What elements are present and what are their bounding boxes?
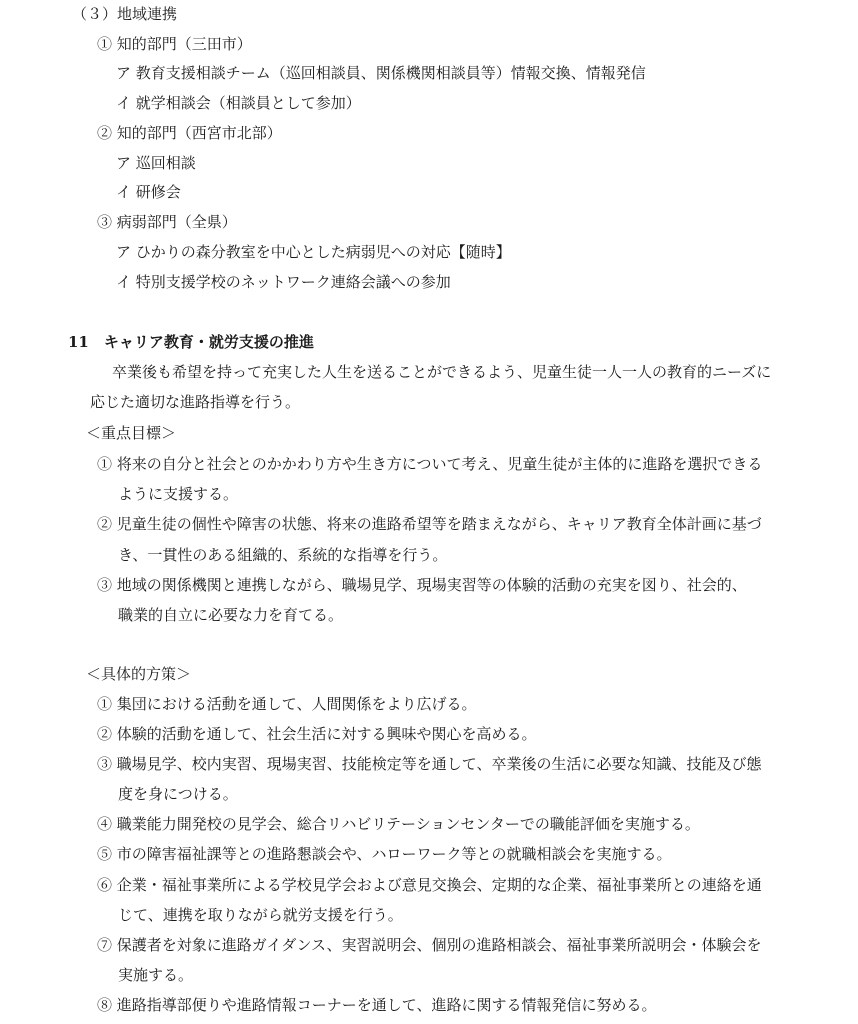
measure-6-line-1: ⑥ 企業・福祉事業所による学校見学会および意見交換会、定期的な企業、福祉事業所との連絡を通 xyxy=(97,876,762,894)
measure-6-line-2: じて、連携を取りながら就労支援を行う。 xyxy=(118,906,403,924)
section3-item-3-sub-a: ア ひかりの森分教室を中心とした病弱児への対応【随時】 xyxy=(116,243,511,261)
goal-3-line-2: 職業的自立に必要な力を育てる。 xyxy=(118,606,344,624)
goal-3-line-1: ③ 地域の関係機関と連携しながら、職場見学、現場実習等の体験的活動の充実を図り、社会的、 xyxy=(97,576,747,594)
measure-1: ① 集団における活動を通して、人間関係をより広げる。 xyxy=(97,695,477,713)
goal-1-line-1: ① 将来の自分と社会とのかかわり方や生き方について考え、児童生徒が主体的に進路を選択できる xyxy=(97,455,763,473)
measure-3-line-1: ③ 職場見学、校内実習、現場実習、技能検定等を通して、卒業後の生活に必要な知識、技能及び態 xyxy=(97,755,762,773)
measure-7-line-1: ⑦ 保護者を対象に進路ガイダンス、実習説明会、個別の進路相談会、福祉事業所説明会・体験会を xyxy=(97,936,762,954)
section3-item-1-sub-a: ア 教育支援相談チーム（巡回相談員、関係機関相談員等）情報交換、情報発信 xyxy=(116,64,646,82)
section11-intro-line-1: 卒業後も希望を持って充実した人生を送ることができるよう、児童生徒一人一人の教育的ニーズに xyxy=(112,363,772,381)
section3-item-2: ② 知的部門（西宮市北部） xyxy=(97,124,282,142)
section3-item-1: ① 知的部門（三田市） xyxy=(97,35,252,53)
measure-5: ⑤ 市の障害福祉課等との進路懇談会や、ハローワーク等との就職相談会を実施する。 xyxy=(97,845,672,863)
section3-item-1-sub-b: イ 就学相談会（相談員として参加） xyxy=(116,94,361,112)
measure-3-line-2: 度を身につける。 xyxy=(118,785,238,803)
measure-8: ⑧ 進路指導部便りや進路情報コーナーを通して、進路に関する情報発信に努める。 xyxy=(97,996,657,1014)
goal-2-line-1: ② 児童生徒の個性や障害の状態、将来の進路希望等を踏まえながら、キャリア教育全体計画に基づ xyxy=(97,515,762,533)
measure-2: ② 体験的活動を通して、社会生活に対する興味や関心を高める。 xyxy=(97,725,537,743)
measure-7-line-2: 実施する。 xyxy=(118,966,194,984)
section3-item-3: ③ 病弱部門（全県） xyxy=(97,213,237,231)
measure-4: ④ 職業能力開発校の見学会、総合リハビリテーションセンターでの職能評価を実施する。 xyxy=(97,815,700,833)
goal-1-line-2: ように支援する。 xyxy=(118,485,239,503)
section3-item-2-sub-a: ア 巡回相談 xyxy=(116,154,196,172)
section3-item-3-sub-b: イ 特別支援学校のネットワーク連絡会議への参加 xyxy=(116,273,451,291)
section3-item-2-sub-b: イ 研修会 xyxy=(116,183,181,201)
section3-heading: （３）地域連携 xyxy=(72,5,178,23)
goals-heading: ＜重点目標＞ xyxy=(86,424,177,442)
goal-2-line-2: き、一貫性のある組織的、系統的な指導を行う。 xyxy=(118,546,448,564)
section11-heading: 11 キャリア教育・就労支援の推進 xyxy=(68,333,314,351)
measures-heading: ＜具体的方策＞ xyxy=(86,665,192,683)
section11-intro-line-2: 応じた適切な進路指導を行う。 xyxy=(90,393,301,411)
